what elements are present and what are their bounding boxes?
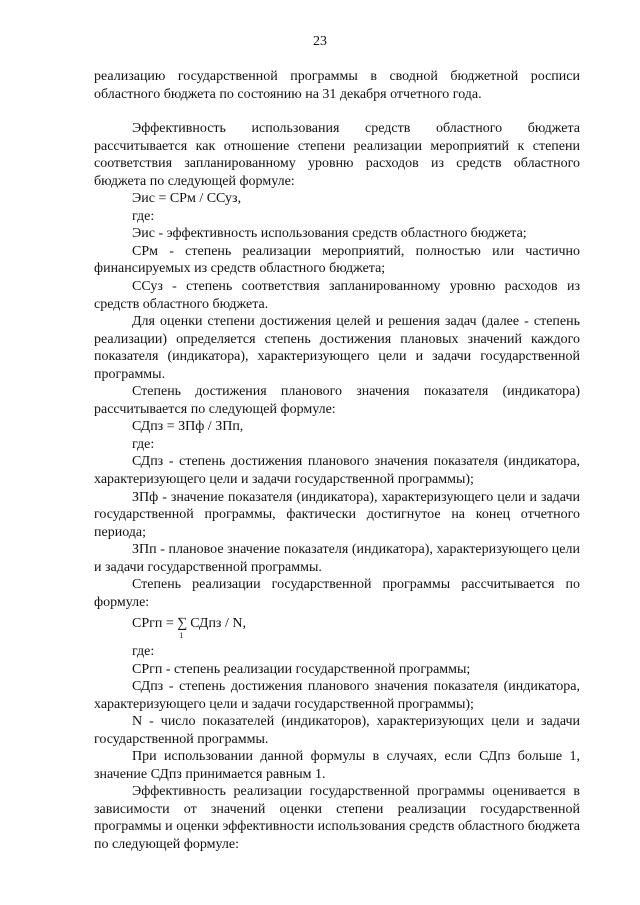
paragraph: Эис - эффективность использования средств областного бюджета; — [132, 226, 527, 242]
paragraph: СРгп - степень реализации государственной программы; — [132, 661, 471, 677]
paragraph: ЗПф - значение показателя (индикатора), характеризующего цели и задачи государственной программы, фактически достигнутое на конец отчетного периода; — [94, 489, 580, 540]
page-number: 23 — [313, 34, 327, 49]
paragraph: N - число показателей (индикаторов), характеризующих цели и задачи государственной программы. — [94, 714, 580, 747]
paragraph: Для оценки степени достижения целей и решения задач (далее - степень реализации) определяется степень достижения плановых значений каждого показателя (индикатора), характеризующего цели и задачи государственной программы. — [94, 314, 580, 382]
paragraph: СДпз - степень достижения планового значения показателя (индикатора, характеризующего цели и задачи государственной программы); — [94, 679, 580, 712]
sum-sign: ∑ — [177, 616, 188, 632]
paragraph: реализацию государственной программы в сводной бюджетной росписи областного бюджета по состоянию на 31 декабря отчетного года. — [94, 69, 580, 102]
sum-symbol — [177, 615, 188, 641]
paragraph: Эффективность использования средств областного бюджета рассчитывается как отношение степени реализации мероприятий к степени соответствия запланированному уровню расходов из средств областного бюджета по следующей формуле: — [94, 121, 580, 189]
formula-lhs: СРгп = — [132, 616, 178, 632]
formula — [94, 615, 580, 641]
paragraph: Степень реализации государственной программы рассчитывается по формуле: — [94, 577, 580, 610]
sum-index: 1 — [179, 631, 184, 641]
paragraph: Степень достижения планового значения показателя (индикатора) рассчитывается по следующей формуле: — [94, 384, 580, 417]
body-text — [94, 68, 580, 854]
paragraph: Эффективность реализации государственной программы оценивается в зависимости от значений оценки степени реализации государственной программы и оценки эффективности использования средств областного бюджета по следующей формуле: — [94, 784, 580, 852]
formula: СДпз = ЗПф / ЗПп, — [132, 419, 244, 435]
paragraph: ЗПп - плановое значение показателя (индикатора), характеризующего цели и задачи государственной программы. — [94, 542, 580, 575]
paragraph: СДпз - степень достижения планового значения показателя (индикатора, характеризующего цели и задачи государственной программы); — [94, 454, 580, 488]
paragraph: где: — [132, 436, 155, 452]
paragraph: где: — [132, 643, 155, 659]
paragraph: При использовании данной формулы в случаях, если СДпз больше 1, значение СДпз принимается равным 1. — [94, 749, 580, 782]
paragraph: СРм - степень реализации мероприятий, полностью или частично финансируемых из средств областного бюджета; — [94, 243, 580, 277]
paragraph: где: — [132, 208, 155, 224]
formula-rhs: СДпз / N, — [190, 616, 246, 632]
formula: Эис = СРм / ССуз, — [132, 191, 242, 207]
paragraph: ССуз - степень соответствия запланированному уровню расходов из средств областного бюджета. — [94, 279, 580, 312]
